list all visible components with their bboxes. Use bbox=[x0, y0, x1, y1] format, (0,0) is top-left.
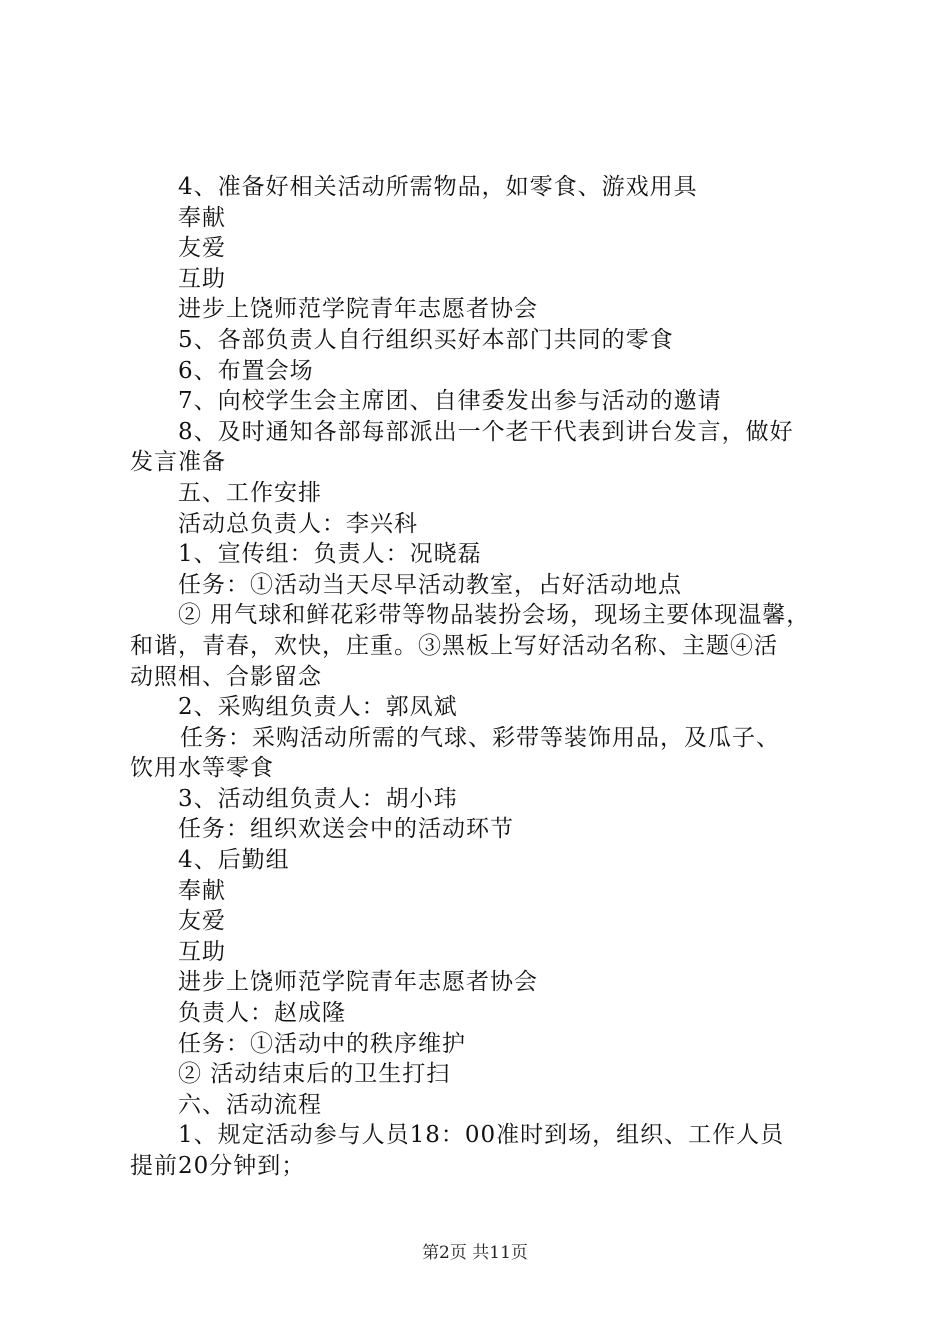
text-line: 7、向校学生会主席团、自律委发出参与活动的邀请 bbox=[178, 388, 722, 415]
text-line: 饮用水等零食 bbox=[130, 755, 274, 782]
text-line: 6、布置会场 bbox=[178, 357, 314, 384]
text-line: 5、各部负责人自行组织买好本部门共同的零食 bbox=[178, 326, 674, 353]
text-line: 友爱 bbox=[178, 908, 226, 935]
text-line: 负责人：赵成隆 bbox=[178, 1000, 346, 1027]
text-line: 任务：①活动当天尽早活动教室，占好活动地点 bbox=[178, 571, 682, 598]
text-line: 发言准备 bbox=[130, 449, 226, 476]
page-number-footer: 第2页 共11页 bbox=[422, 1243, 528, 1263]
text-line: 进步上饶师范学院青年志愿者协会 bbox=[178, 969, 538, 996]
text-line: 4、后勤组 bbox=[178, 847, 290, 874]
text-line: 奉献 bbox=[178, 877, 226, 904]
text-line: 奉献 bbox=[178, 204, 226, 231]
text-line: 互助 bbox=[178, 938, 226, 965]
text-line: 3、活动组负责人：胡小玮 bbox=[178, 785, 458, 812]
text-line: 4、准备好相关活动所需物品，如零食、游戏用具 bbox=[178, 174, 698, 200]
text-line: ② 用气球和鲜花彩带等物品装扮会场，现场主要体现温馨， bbox=[178, 602, 811, 629]
text-line: 互助 bbox=[178, 265, 226, 292]
text-line: 1、规定活动参与人员18：00准时到场，组织、工作人员 bbox=[178, 1122, 785, 1149]
text-line: 进步上饶师范学院青年志愿者协会 bbox=[178, 296, 538, 323]
document-body bbox=[130, 172, 830, 1182]
text-line: 提前20分钟到； bbox=[130, 1153, 306, 1179]
section-heading: 六、活动流程 bbox=[178, 1091, 322, 1118]
text-line: 任务：采购活动所需的气球、彩带等装饰用品，及瓜子、 bbox=[180, 724, 780, 751]
text-line: 友爱 bbox=[178, 235, 226, 262]
text-line: 动照相、合影留念 bbox=[130, 663, 322, 690]
text-line: 2、采购组负责人：郭凤斌 bbox=[178, 694, 458, 721]
text-line: 任务：组织欢送会中的活动环节 bbox=[178, 816, 514, 843]
text-line: 活动总负责人：李兴科 bbox=[178, 510, 418, 537]
text-line: 和谐，青春，欢快，庄重。③黑板上写好活动名称、主题④活 bbox=[130, 632, 778, 659]
section-heading: 五、工作安排 bbox=[178, 479, 322, 506]
text-line: 任务：①活动中的秩序维护 bbox=[178, 1030, 466, 1057]
text-line: 1、宣传组：负责人：况晓磊 bbox=[178, 541, 482, 568]
text-line: 8、及时通知各部每部派出一个老干代表到讲台发言，做好 bbox=[178, 418, 794, 445]
text-line: ② 活动结束后的卫生打扫 bbox=[178, 1061, 451, 1088]
